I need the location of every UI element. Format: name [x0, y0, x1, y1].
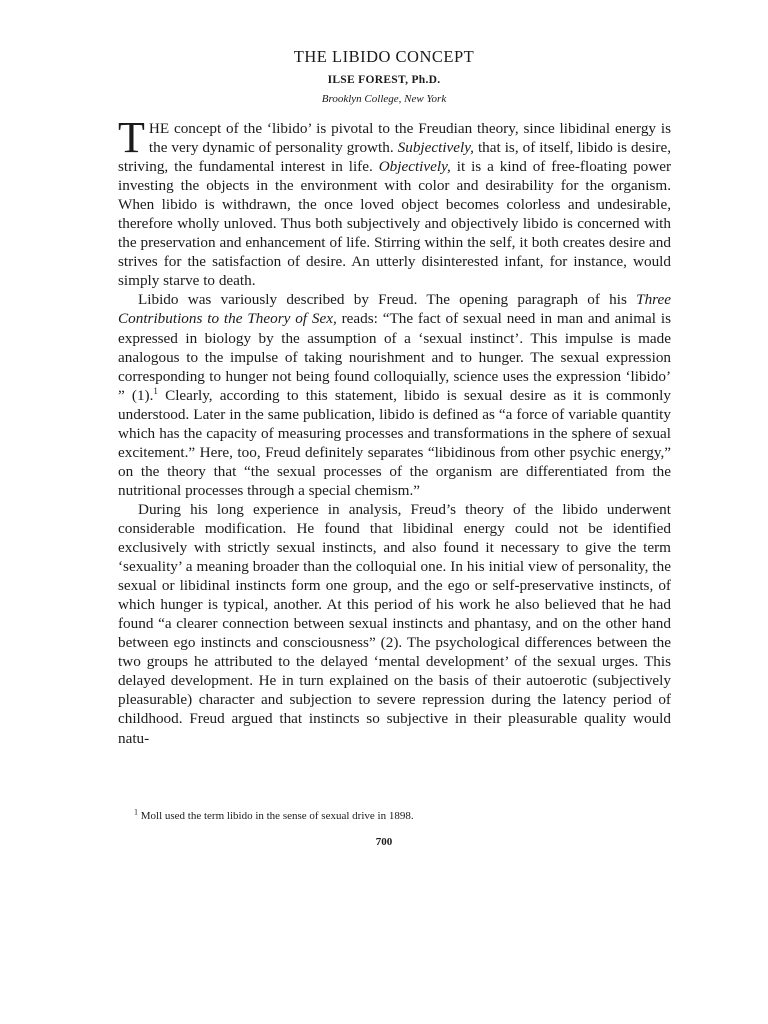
book-title: Three Contributions to the Theory of Sex,	[118, 291, 671, 328]
italic-subjectively: Subjectively,	[397, 139, 474, 157]
footnote-text: Moll used the term libido in the sense of sexual drive in 1898.	[140, 810, 414, 822]
paragraph-3: During his long experience in analysis, Freud’s theory of the libido underwent considerable modification. He found that libidinal energy could not be identified exclusively with strictly sexual instincts, and also found it necessary to give the term ‘sexuality’ a meaning broader than the colloquial one. In his initial view of personality, the sexual or libidinal instincts form one group, and the ego or self-preservative instincts, of which hunger is typical, another. At this period of his work he also believed that he had found “a clearer connection between sexual instincts and phantasy, and on the other hand between ego instincts and consciousness” (2). The psychological differences between the two groups he attributed to the delayed ‘mental development’ of the sexual urges. This delayed development. He in turn explained on the basis of their autoerotic (subjectively pleasurable) character and subjection to severe repression during the latency period of childhood. Freud argued that instincts so subjective in their pleasurable quality would natu-	[118, 500, 671, 747]
footnote-marker: 1	[134, 807, 138, 817]
paragraph-1-text-b: that is, of itself, libido is desire, striving, the fundamental interest in life.	[118, 139, 672, 176]
footnote	[134, 807, 674, 822]
page-number: 700	[375, 836, 393, 848]
drop-cap: T	[118, 113, 145, 162]
article-affiliation: Brooklyn College, New York	[321, 93, 447, 105]
paragraph-2-text-a: Libido was variously described by Freud. The opening paragraph of his	[138, 291, 627, 309]
paragraph-1	[118, 113, 672, 290]
italic-objectively: Objectively,	[378, 158, 451, 176]
footnote-reference: 1	[153, 385, 158, 396]
article-author: ILSE FOREST, Ph.D.	[327, 74, 441, 86]
paragraph-1-text-a: HE concept of the ‘libido’ is pivotal to the Freudian theory, since libidinal energy is the very dynamic of personality growth.	[148, 120, 671, 157]
paragraph-2-text-b: reads: “The fact of sexual need in man and animal is expressed in biology by the assumption of a ‘sexual instinct’. This impulse is made analogous to the impulse of taking nourishment and to hunger. The sexual expression corresponding to hunger not being found colloquially, science uses the expression ‘libido’ ” (1).	[118, 310, 671, 404]
article-body	[118, 113, 672, 748]
paragraph-2-text-c: Clearly, according to this statement, libido is sexual desire as it is commonly understood. Later in the same publication, libido is defined as “a force of variable quantity which has the capacity of measuring processes and transformations in the sphere of sexual excitement.” Here, too, Freud definitely separates “libidinous from other psychic energy,” on the theory that “the sexual processes of the organism are differentiated from the nutritional processes through a special chemism.”	[118, 386, 671, 499]
paragraph-2	[118, 290, 671, 500]
paragraph-1-text-c: it is a kind of free-floating power investing the objects in the environment with color and desirability for the organism. When libido is withdrawn, the once loved object becomes colorless and undesirable, therefore wholly unloved. Thus both subjectively and objectively libido is concerned with the preservation and enhancement of life. Stirring within the self, it both creates desire and strives for the satisfaction of desire. An utterly disinterested infant, for instance, would simply starve to death.	[118, 158, 672, 290]
article-title: THE LIBIDO CONCEPT	[293, 47, 475, 66]
